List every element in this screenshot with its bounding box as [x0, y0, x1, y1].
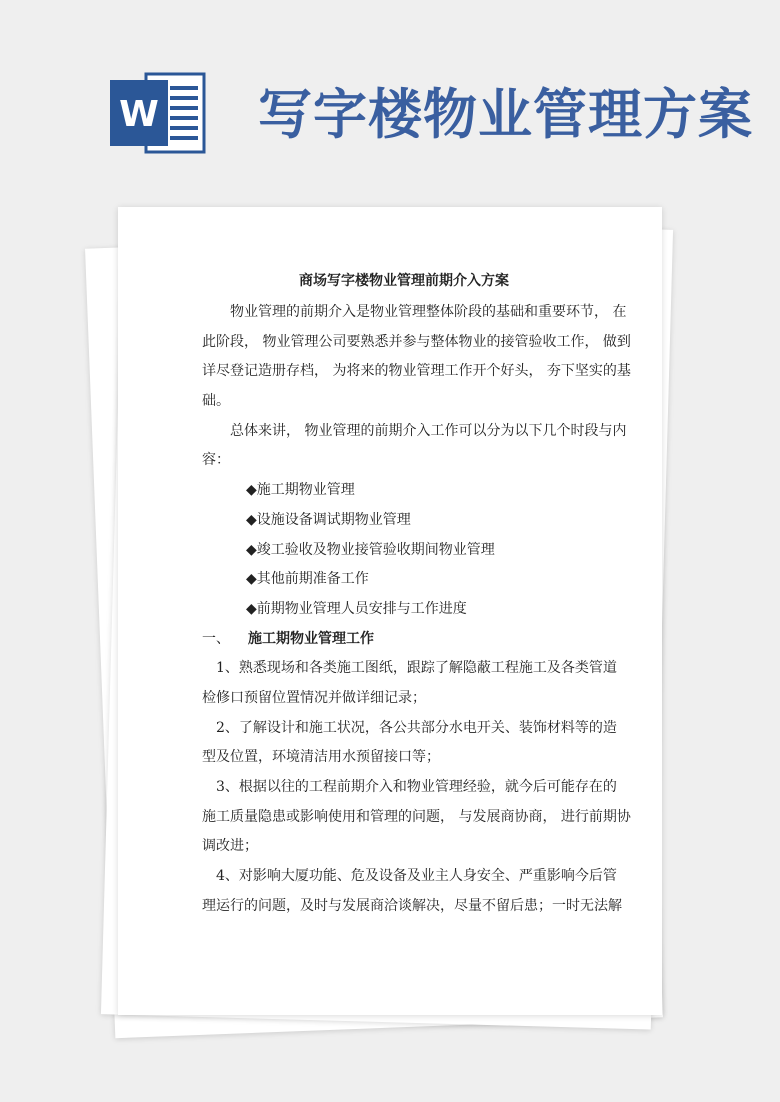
text-line: 础。	[202, 393, 230, 410]
text-line: 2、了解设计和施工状况，各公共部分水电开关、装饰材料等的造	[216, 719, 617, 736]
text-line: 4、对影响大厦功能、危及设备及业主人身安全、严重影响今后管	[216, 868, 617, 885]
section-number: 一、	[202, 630, 230, 647]
text-line: 物业管理的前期介入是物业管理整体阶段的基础和重要环节， 在	[230, 304, 627, 320]
page-title: 写字楼物业管理方案	[258, 83, 753, 146]
intro-paragraph	[202, 298, 631, 417]
section-title: 施工期物业管理工作	[248, 630, 374, 647]
text-line: 3、根据以往的工程前期介入和物业管理经验，就今后可能存在的	[216, 779, 617, 795]
numbered-item	[202, 773, 631, 862]
document-body	[202, 266, 631, 921]
svg-text:W: W	[119, 94, 159, 135]
document-title: 商场写字楼物业管理前期介入方案	[299, 273, 509, 289]
numbered-item	[202, 654, 617, 713]
overview-paragraph	[202, 417, 627, 476]
text-line: 施工质量隐患或影响使用和管理的问题， 与发展商协商， 进行前期协	[202, 808, 631, 825]
text-line: 详尽登记造册存档， 为将来的物业管理工作开个好头， 夯下坚实的基	[202, 363, 631, 380]
text-line: 此阶段， 物业管理公司要熟悉并参与整体物业的接管验收工作， 做到	[202, 333, 631, 350]
text-line: 调改进；	[202, 838, 258, 855]
numbered-item	[202, 714, 617, 773]
list-item: ◆前期物业管理人员安排与工作进度	[246, 600, 467, 617]
list-item: ◆其他前期准备工作	[246, 571, 369, 588]
text-line: 总体来讲， 物业管理的前期介入工作可以分为以下几个时段与内	[230, 422, 627, 439]
list-item: ◆施工期物业管理	[246, 482, 355, 499]
section-heading	[202, 625, 606, 655]
bullet-list	[202, 476, 606, 624]
text-line: 1、熟悉现场和各类施工图纸，跟踪了解隐蔽工程施工及各类管道	[216, 660, 617, 677]
text-line: 型及位置，环境清洁用水预留接口等；	[202, 749, 440, 766]
text-line: 检修口预留位置情况并做详细记录；	[202, 689, 426, 706]
text-line: 理运行的问题，及时与发展商洽谈解决，尽量不留后患；一时无法解	[202, 897, 622, 914]
list-item: ◆竣工验收及物业接管验收期间物业管理	[246, 541, 495, 558]
word-icon	[110, 70, 206, 156]
text-line: 容：	[202, 452, 230, 469]
list-item: ◆设施设备调试期物业管理	[246, 511, 411, 528]
numbered-item	[202, 862, 622, 921]
